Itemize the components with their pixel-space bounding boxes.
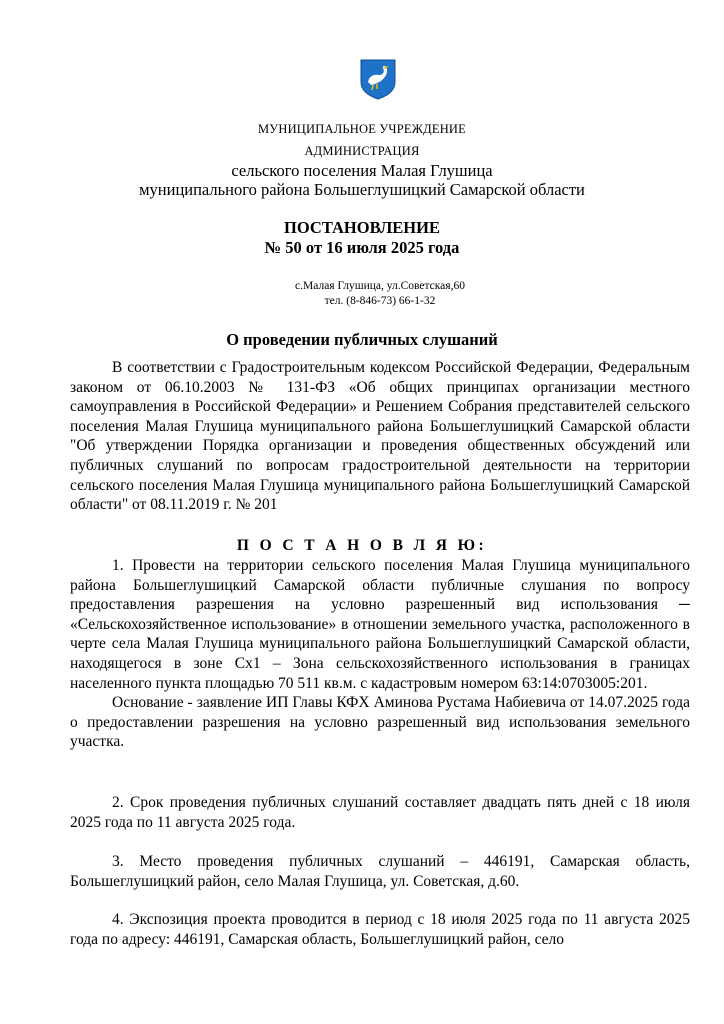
preamble-text: В соответствии с Градостроительным кодексом Российской Федерации, Федеральным законом от 06.10.2003 № 131-ФЗ «Об общих принципах организации местного самоуправления в Российской Федерации» и Решением Собрания представителей сельского поселения Малая Глушица муниципального района Большеглушицкий Самарской области "Об утверждении Порядка организации и проведения общественных обсуждений или публичных слушаний по вопросам градостроительной деятельности на территории сельского поселения Малая Глушица муниципального района Большеглушицкий Самарской области" от 08.11.2019 г. № 201 <box>70 359 690 514</box>
item-1-basis: Основание - заявление ИП Главы КФХ Аминова Рустама Набиевича от 14.07.2025 года о предоставлении разрешения на условно разрешенный вид использования земельного участка. <box>70 694 690 751</box>
item-1-text: 1. Провести на территории сельского поселения Малая Глушица муниципального района Большеглушицкий Самарской области публичные слушания по вопросу предоставления разрешения на условно разрешенный вид использования ─ «Сельскохозяйственное использование» в отношении земельного участка, расположенного в черте села Малая Глушица муниципального района Большеглушицкий Самарской области, находящегося в зоне Сх1 – Зона сельскохозяйственного использования в границах населенного пункта площадью 70 511 кв.м. с кадастровым номером 63:14:0703005:201. <box>70 557 690 692</box>
header-institution: МУНИЦИПАЛЬНОЕ УЧРЕЖДЕНИЕ <box>257 122 466 136</box>
item-4 <box>70 910 690 949</box>
document-number: № 50 от 16 июля 2025 года <box>264 238 460 257</box>
item-2-text: 2. Срок проведения публичных слушаний составляет двадцать пять дней с 18 июля 2025 года по 11 августа 2025 года. <box>70 794 690 831</box>
preamble <box>70 358 690 515</box>
item-3-text: 3. Место проведения публичных слушаний – 446191, Самарская область, Большеглушицкий район, село Малая Глушица, ул. Советская, д.60. <box>70 853 690 890</box>
item-2 <box>70 793 690 832</box>
coat-of-arms-icon <box>359 58 397 100</box>
item-1 <box>70 556 690 752</box>
header-settlement: сельского поселения Малая Глушица <box>231 161 493 180</box>
item-4-text: 4. Экспозиция проекта проводится в период с 18 июля 2025 года по 11 августа 2025 года по адресу: 446191, Самарская область, Большеглушицкий район, село <box>70 911 690 948</box>
office-address: с.Малая Глушица, ул.Советская,60 <box>295 280 465 292</box>
decree-heading: П О С Т А Н О В Л Я Ю: <box>236 537 488 554</box>
document-type: ПОСТАНОВЛЕНИЕ <box>284 218 440 237</box>
document-title: О проведении публичных слушаний <box>226 330 498 349</box>
header-administration: АДМИНИСТРАЦИЯ <box>304 144 420 158</box>
office-phone: тел. (8-846-73) 66-1-32 <box>324 295 436 307</box>
item-3 <box>70 852 690 891</box>
header-district: муниципального района Большеглушицкий Самарской области <box>139 180 585 199</box>
